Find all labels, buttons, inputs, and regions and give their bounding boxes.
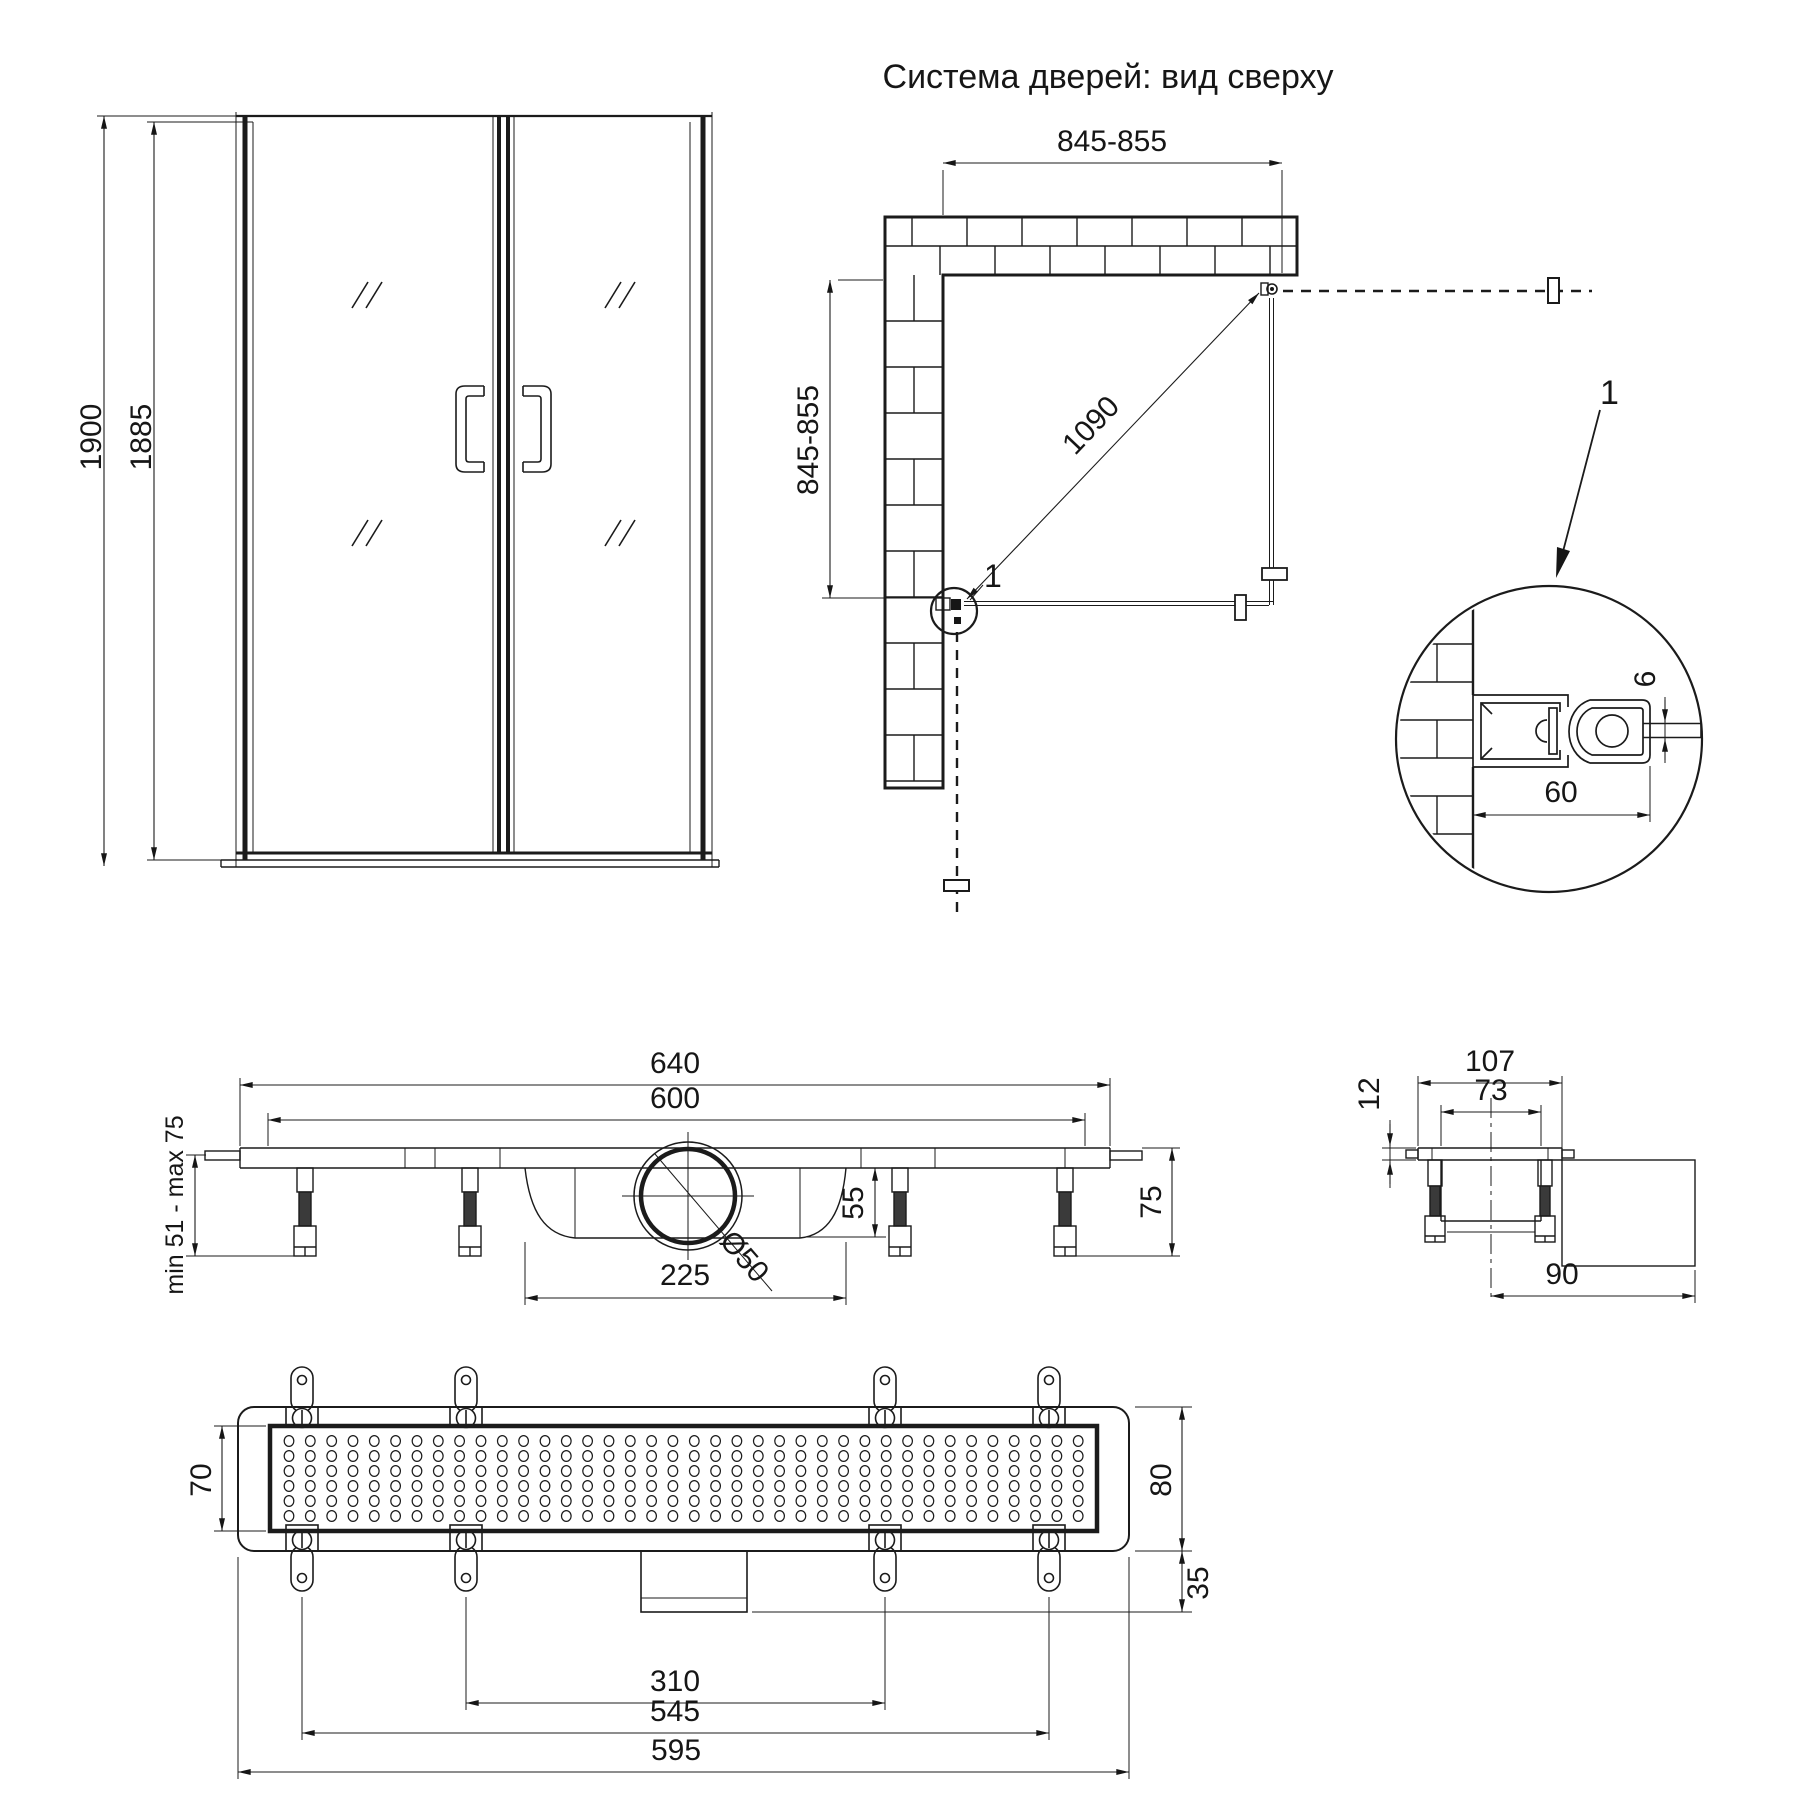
leader-arrowhead [1556, 547, 1570, 578]
outlet-stub [641, 1551, 747, 1612]
dim-adjust-range: min 51 - max 75 [161, 1115, 189, 1295]
dim-profile-width: 60 [1544, 776, 1578, 809]
dim-span-total: 595 [650, 1734, 702, 1767]
handle-open-right [1548, 278, 1559, 303]
dim-outlet-offset: 90 [1545, 1258, 1579, 1291]
glass-clamp [1536, 708, 1557, 754]
dim-sump-width: 225 [659, 1259, 711, 1292]
dim-drain-diameter: Ø50 [713, 1224, 776, 1289]
door-pivot-profile [1569, 700, 1650, 763]
dim-section-outer: 107 [1464, 1045, 1516, 1078]
dim-section-inner: 73 [1474, 1074, 1508, 1107]
dim-sump-depth: 55 [837, 1186, 870, 1220]
dim-span-inner: 310 [649, 1665, 701, 1698]
dim-outlet-height: 35 [1182, 1566, 1215, 1600]
dim-diagonal: 1090 [1056, 389, 1127, 462]
dim-front-height-outer: 1900 [75, 403, 108, 471]
page-title: Система дверей: вид сверху [882, 58, 1334, 96]
handle-open-bottom [944, 880, 969, 891]
dim-grate-width: 70 [185, 1463, 218, 1497]
dim-left-depth: 845-855 [792, 384, 825, 496]
dim-span-outer: 545 [649, 1695, 701, 1728]
wall-profile [1473, 695, 1568, 767]
dim-channel-outer: 640 [649, 1047, 701, 1080]
outlet-pipe [1562, 1160, 1695, 1266]
dim-top-width: 845-855 [1056, 125, 1168, 158]
handle-top-view-bottom [1235, 595, 1246, 620]
handle-top-view-right [1262, 568, 1287, 580]
mounting-tabs [286, 1367, 1065, 1591]
dim-front-height-inner: 1885 [125, 403, 158, 471]
grate-top-view [185, 1367, 1215, 1779]
brick-wall-vertical [885, 275, 943, 781]
dim-channel-inner: 600 [649, 1082, 701, 1115]
grate-perforations [284, 1436, 1083, 1522]
adjustable-legs-section [1425, 1160, 1555, 1242]
detail-callout-label: 1 [1600, 374, 1619, 412]
grate-frame [270, 1426, 1097, 1531]
detail-marker-label: 1 [984, 558, 1002, 594]
dim-flange-thickness: 12 [1353, 1077, 1386, 1111]
door-handle-right [523, 386, 551, 472]
brick-wall-horizontal [885, 217, 1297, 275]
detail-brick-wall [1396, 568, 1473, 910]
detail-marker-circle [931, 588, 977, 634]
flange-joints [405, 1148, 1065, 1168]
channel-side-view [161, 1047, 1180, 1305]
dim-body-width: 80 [1145, 1463, 1178, 1497]
hinge-pivot-top [1261, 283, 1277, 295]
detail-view [1396, 374, 1702, 910]
front-view [75, 112, 719, 867]
sump-bowl [525, 1168, 846, 1238]
wall-outline [885, 217, 1297, 788]
door-handle-left [456, 386, 484, 472]
channel-section-view [1353, 1045, 1695, 1303]
dim-glass-thickness: 6 [1629, 670, 1662, 688]
dim-total-height: 75 [1135, 1185, 1168, 1219]
